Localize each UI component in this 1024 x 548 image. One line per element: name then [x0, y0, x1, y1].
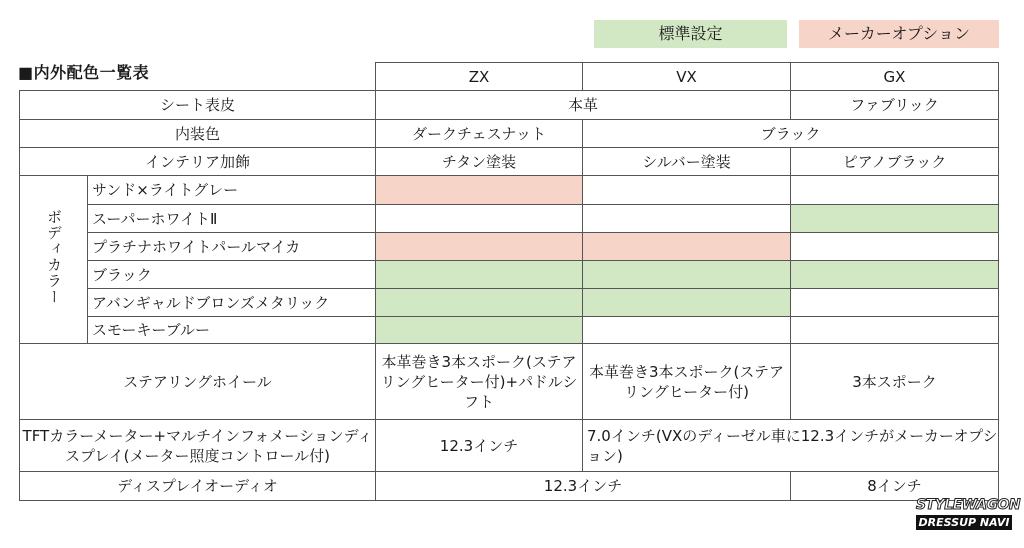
- color-cell: [376, 261, 583, 289]
- watermark-logo: [916, 497, 1021, 541]
- grade-gx: GX: [791, 63, 999, 91]
- color-name: プラチナホワイトパールマイカ: [88, 233, 376, 261]
- cell: 3本スポーク: [791, 344, 999, 420]
- body-color-row: [20, 317, 999, 344]
- table-row: [20, 120, 999, 148]
- row-label: TFTカラーメーター+マルチインフォメーションディスプレイ(メーター照度コントロール付): [20, 420, 376, 472]
- row-label: シート表皮: [20, 91, 376, 120]
- color-cell: [791, 205, 999, 233]
- color-cell: [583, 261, 791, 289]
- color-cell: [791, 289, 999, 317]
- cell: チタン塗装: [376, 148, 583, 176]
- body-color-label: [20, 176, 88, 344]
- table-row: [20, 420, 999, 472]
- cell: ブラック: [583, 120, 999, 148]
- cell: 本革巻き3本スポーク(ステアリングヒーター付)+パドルシフト: [376, 344, 583, 420]
- color-cell: [376, 289, 583, 317]
- color-cell: [583, 176, 791, 205]
- color-cell: [791, 261, 999, 289]
- cell: ファブリック: [791, 91, 999, 120]
- cell: シルバー塗装: [583, 148, 791, 176]
- body-color-label-text: ボディカラー: [45, 208, 63, 305]
- color-name: スーパーホワイトⅡ: [88, 205, 376, 233]
- body-color-row: [20, 289, 999, 317]
- grade-zx: ZX: [376, 63, 583, 91]
- color-cell: [376, 233, 583, 261]
- color-cell: [583, 233, 791, 261]
- table-row: [20, 148, 999, 176]
- color-cell: [791, 176, 999, 205]
- row-label: ディスプレイオーディオ: [20, 472, 376, 501]
- row-label: インテリア加飾: [20, 148, 376, 176]
- grade-vx: VX: [583, 63, 791, 91]
- color-name: サンド×ライトグレー: [88, 176, 376, 205]
- table-row: [20, 91, 999, 120]
- header-spacer: [20, 63, 376, 91]
- color-cell: [376, 205, 583, 233]
- grade-header-row: [20, 63, 999, 91]
- row-label: ステアリングホイール: [20, 344, 376, 420]
- body-color-row: [20, 261, 999, 289]
- body-color-row: [20, 176, 999, 205]
- legend-standard: 標準設定: [594, 20, 787, 48]
- cell: 本革: [376, 91, 791, 120]
- color-cell: [583, 317, 791, 344]
- color-name: アバンギャルドブロンズメタリック: [88, 289, 376, 317]
- cell: 本革巻き3本スポーク(ステアリングヒーター付): [583, 344, 791, 420]
- watermark-line1: STYLEWAGON: [916, 497, 1021, 513]
- table-row: [20, 472, 999, 501]
- cell: ダークチェスナット: [376, 120, 583, 148]
- color-name: ブラック: [88, 261, 376, 289]
- cell: 12.3インチ: [376, 472, 791, 501]
- color-cell: [791, 233, 999, 261]
- cell: 12.3インチ: [376, 420, 583, 472]
- cell: 7.0インチ(VXのディーゼル車に12.3インチがメーカーオプション): [583, 420, 999, 472]
- body-color-row: [20, 233, 999, 261]
- body-color-row: [20, 205, 999, 233]
- color-cell: [583, 289, 791, 317]
- color-name: スモーキーブルー: [88, 317, 376, 344]
- watermark-line2: DRESSUP NAVI: [916, 515, 1012, 530]
- legend-option: メーカーオプション: [799, 20, 999, 48]
- color-cell: [376, 176, 583, 205]
- table-row: [20, 344, 999, 420]
- color-cell: [583, 205, 791, 233]
- table-title: ■内外配色一覧表: [18, 63, 150, 82]
- cell: ピアノブラック: [791, 148, 999, 176]
- color-table: [19, 62, 999, 501]
- color-cell: [376, 317, 583, 344]
- cell: 8インチ: [791, 472, 999, 501]
- row-label: 内装色: [20, 120, 376, 148]
- color-cell: [791, 317, 999, 344]
